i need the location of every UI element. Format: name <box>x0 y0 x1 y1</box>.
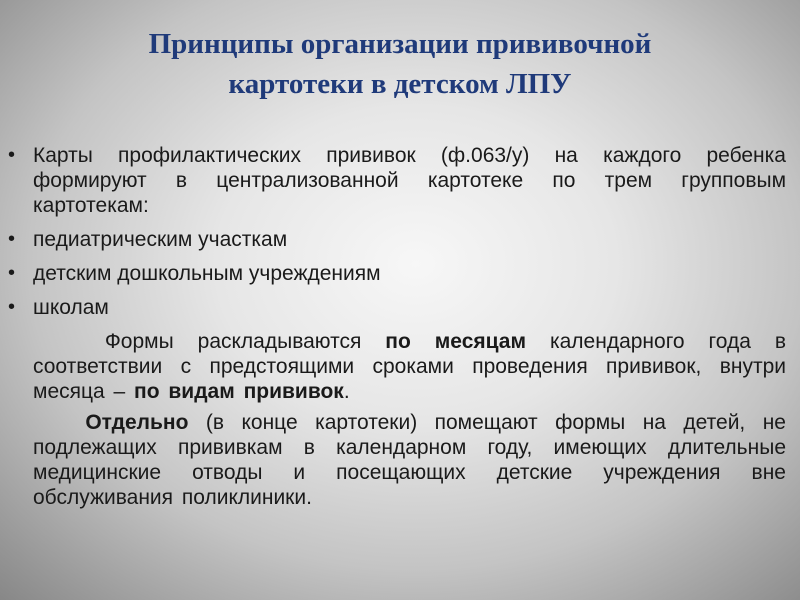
para1-bold-types: по видам прививок <box>134 380 344 403</box>
bullet-list <box>8 143 786 320</box>
bullet-item: • педиатрическим участкам <box>8 227 786 252</box>
para1-text-3: . <box>343 380 350 403</box>
paragraph-separate-forms <box>8 410 786 510</box>
title-line-1: Принципы организации прививочной <box>148 28 652 60</box>
para1-text-1: Формы раскладываются <box>104 330 386 353</box>
para2-text-1: (в конце картотеки) помещают формы на детей, не подлежащих прививкам в календарном году, имеющих длительные медицинские отводы и посещающих детские учреждения вне обслуживания поликлиники. <box>33 411 786 509</box>
bullet-item: • детским дошкольным учреждениям <box>8 261 786 286</box>
paragraph-forms-order <box>8 329 786 404</box>
para2-bold-separately: Отдельно <box>85 411 189 434</box>
slide-title <box>20 24 780 104</box>
para1-bold-months: по месяцам <box>385 330 527 353</box>
slide-body <box>8 143 786 510</box>
title-line-2: картотеки в детском ЛПУ <box>228 68 572 100</box>
para1-text-2: календарного года в соответствии с предстоящими сроками проведения прививок, внутри месяца – <box>33 330 786 403</box>
bullet-item: • Карты профилактических прививок (ф.063/у) на каждого ребенка формируют в централизованной картотеке по трем групповым картотекам: <box>8 143 786 218</box>
bullet-item: • школам <box>8 295 786 320</box>
